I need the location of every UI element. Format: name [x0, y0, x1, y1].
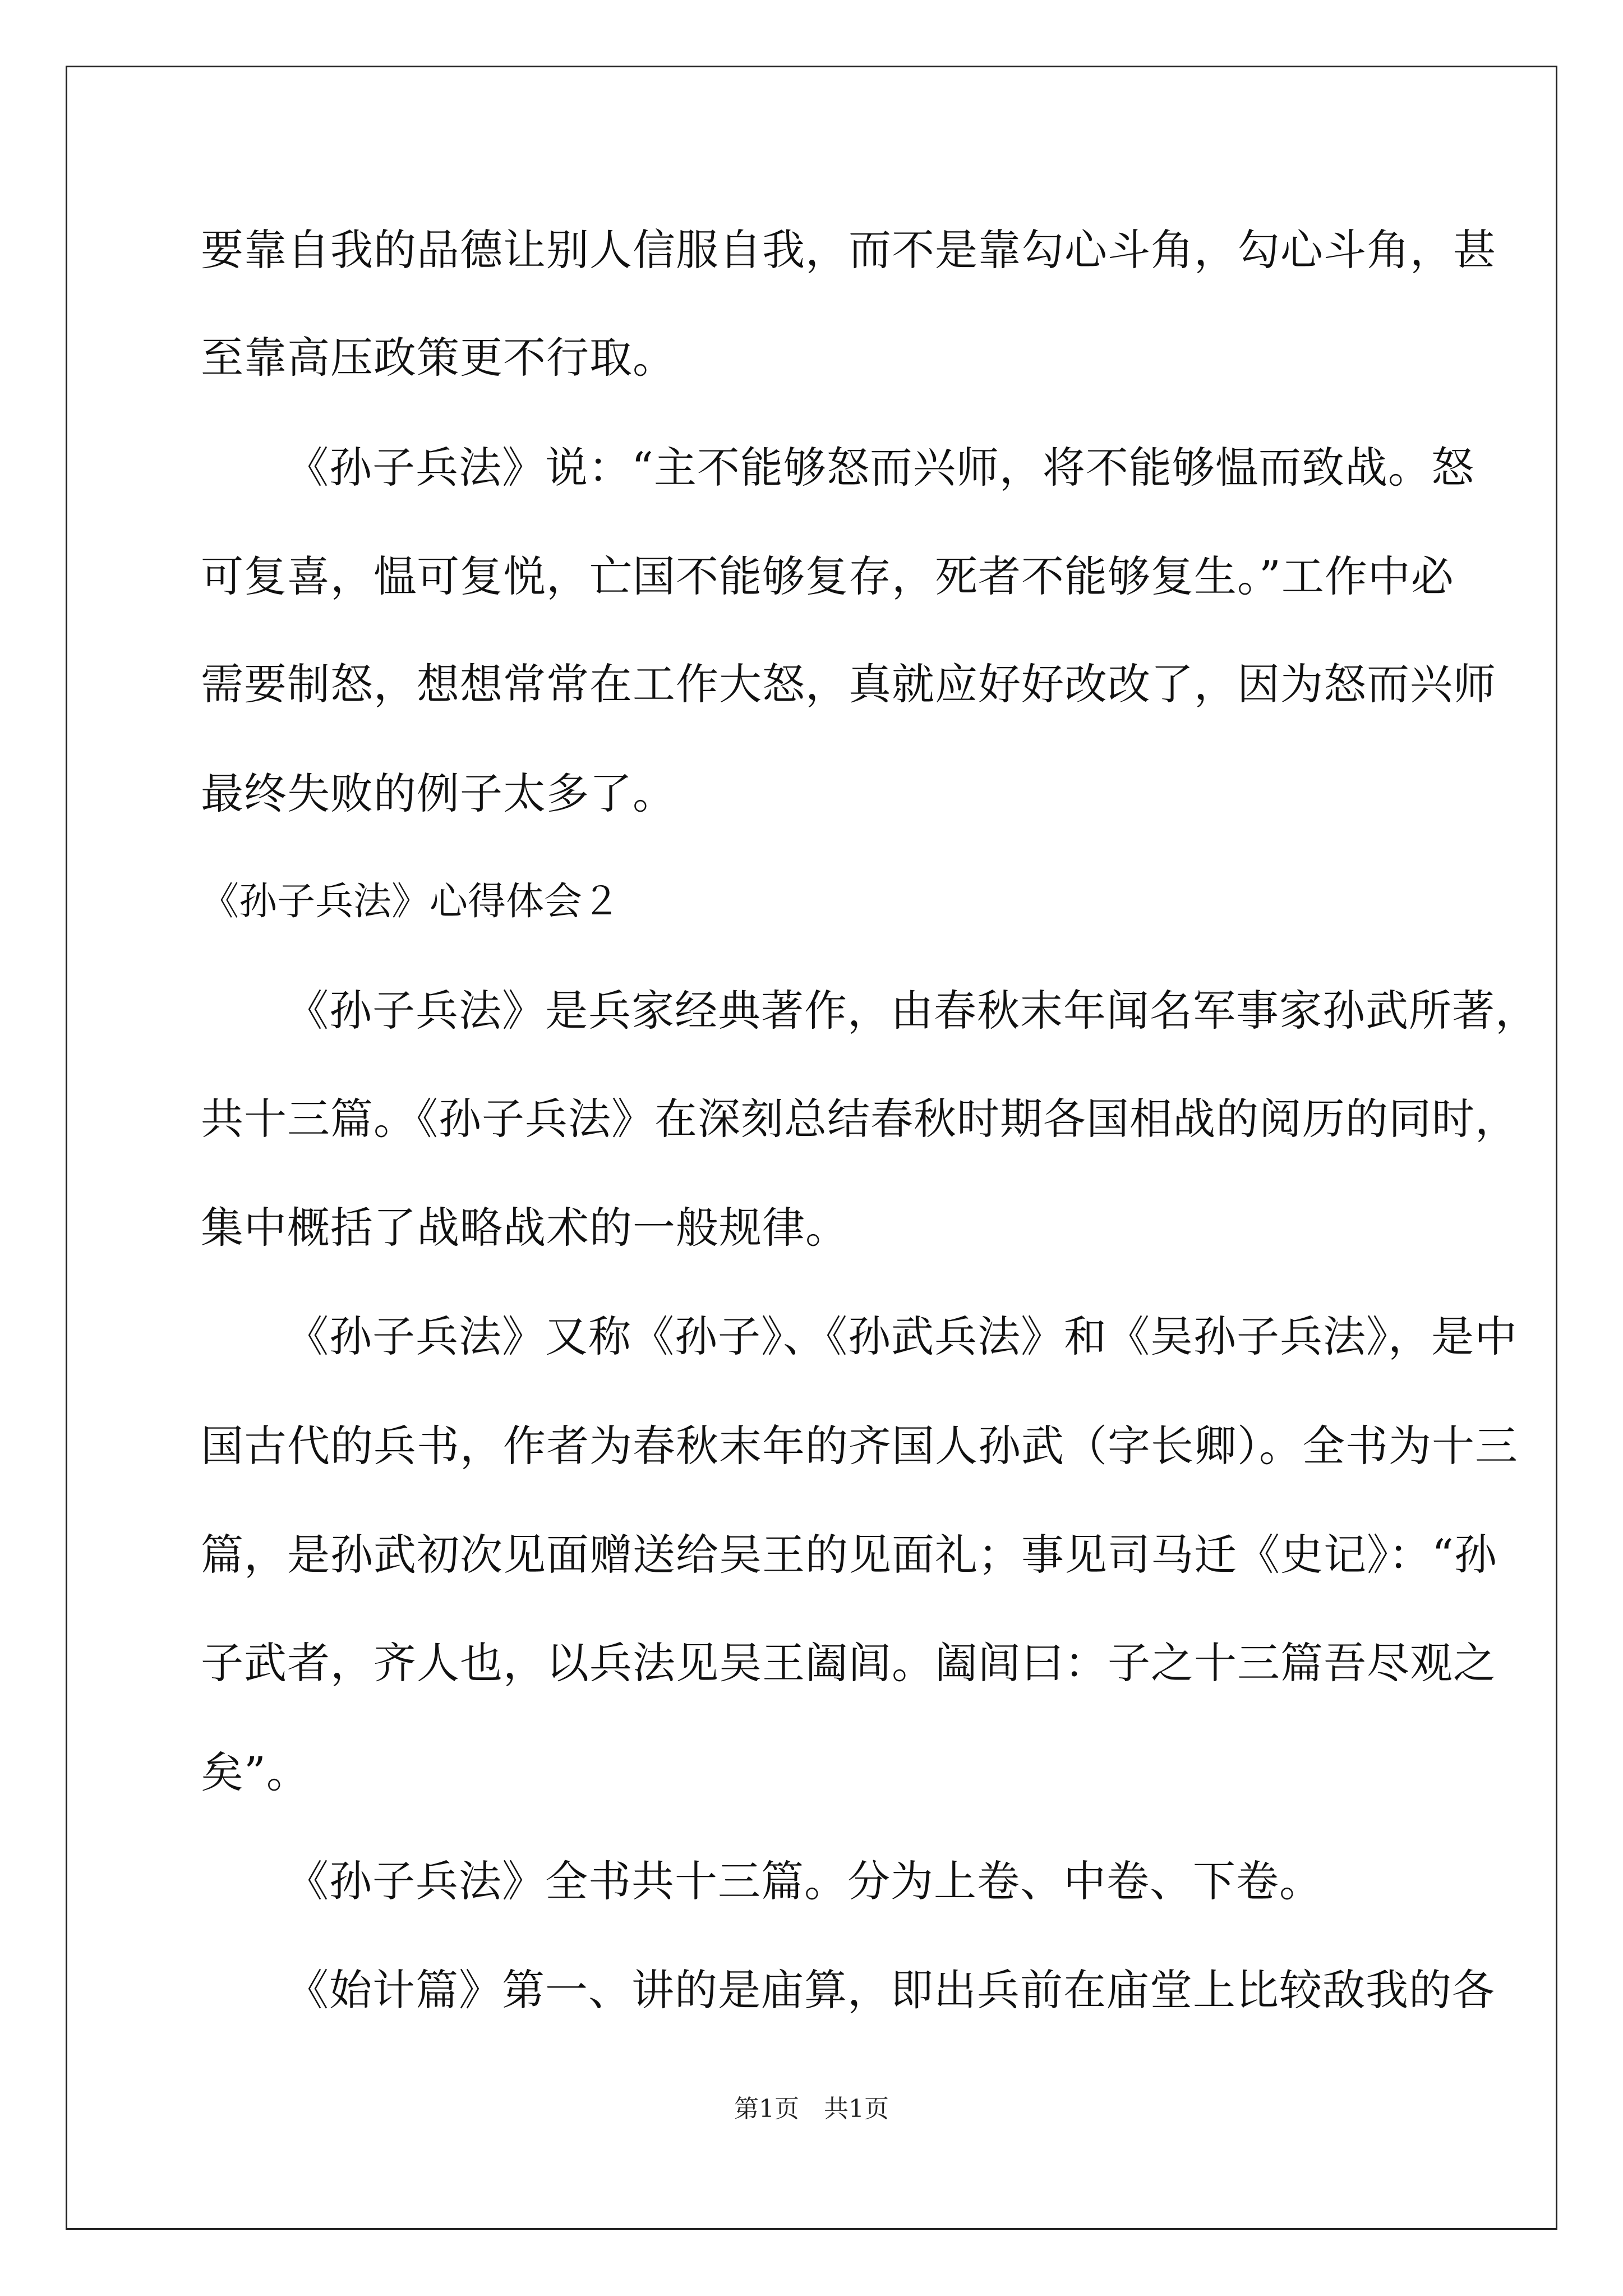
paragraph-line: 集中概括了战略战术的一般规律。 [201, 1203, 849, 1253]
paragraph-line: 国古代的兵书，作者为春秋末年的齐国人孙武（字长卿）。全书为十三 [201, 1421, 1518, 1471]
paragraph-line: 可复喜，愠可复悦，亡国不能够复存，死者不能够复生。”工作中必 [201, 551, 1454, 601]
paragraph-line: 共十三篇。《孙子兵法》在深刻总结春秋时期各国相战的阅历的同时， [201, 1094, 1518, 1144]
paragraph-line: 《孙子兵法》是兵家经典著作，由春秋末年闻名军事家孙武所著， [286, 986, 1538, 1036]
paragraph-line: 需要制怒，想想常常在工作大怒，真就应好好改改了，因为怒而兴师 [201, 659, 1496, 709]
paragraph-line: 最终失败的例子太多了。 [201, 769, 676, 818]
paragraph-line: 《始计篇》第一、讲的是庙算，即出兵前在庙堂上比较敌我的各 [286, 1965, 1495, 2015]
paragraph-line: 至靠高压政策更不行取。 [201, 333, 676, 383]
paragraph-line: 篇，是孙武初次见面赠送给吴王的见面礼；事见司马迁《史记》：“孙 [201, 1530, 1497, 1580]
paragraph-line: 《孙子兵法》说：“主不能够怒而兴师，将不能够愠而致战。怒 [286, 443, 1474, 493]
paragraph-line: 《孙子兵法》全书共十三篇。分为上卷、中卷、下卷。 [286, 1856, 1322, 1906]
section-heading: 《孙子兵法》心得体会２ [201, 880, 621, 924]
paragraph-line: 子武者，齐人也，以兵法见吴王阖闾。阖闾曰：子之十三篇吾尽观之 [201, 1638, 1496, 1688]
paragraph-line: 要靠自我的品德让别人信服自我，而不是靠勾心斗角，勾心斗角，甚 [201, 225, 1496, 275]
paragraph-line: 《孙子兵法》又称《孙子》、《孙武兵法》和《吴孙子兵法》，是中 [286, 1312, 1518, 1361]
page-footer: 第1页 共1页 [734, 2095, 889, 2123]
paragraph-line: 矣”。 [201, 1747, 310, 1797]
